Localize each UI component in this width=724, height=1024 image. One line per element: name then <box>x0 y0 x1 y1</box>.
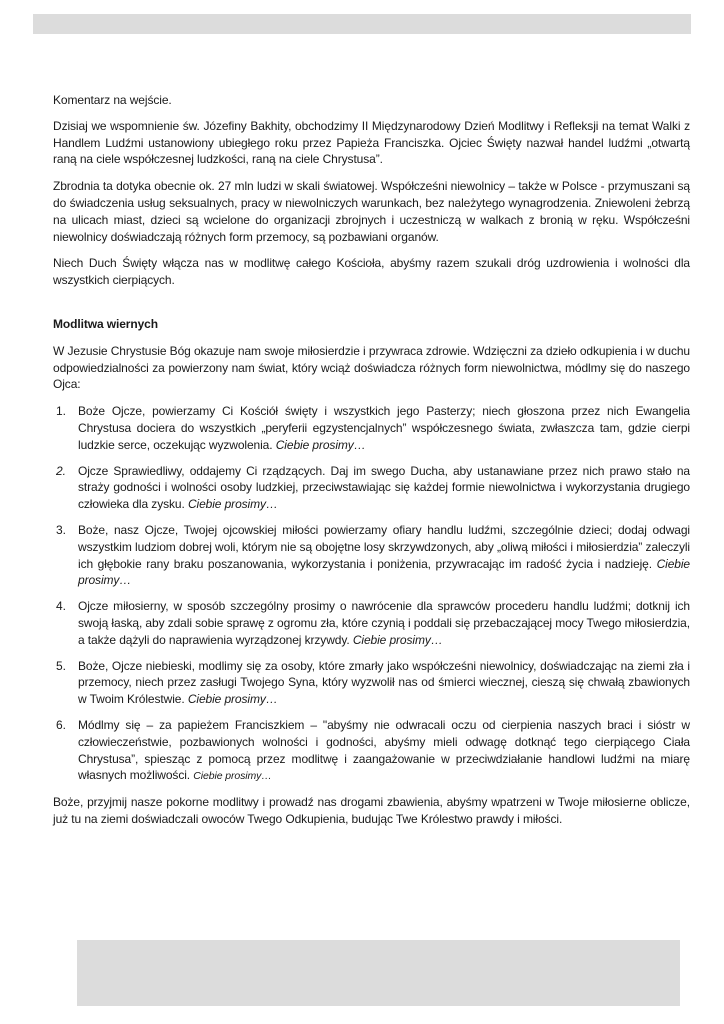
intention-number: 1. <box>56 404 66 419</box>
intention-text: Boże, nasz Ojcze, Twojej ojcowskiej miłości powierzamy ofiary handlu ludźmi, szczególnie dzieci; dodaj odwagi wszystkim ludziom dobrej woli, którym nie są obojętne losy skrzywdzonych, aby „oliwą miłości i miłosierdzia” zaleczyli ich głębokie rany braku poszanowania, wykorzystania i poniżenia, przywracając im radość życia i nadzieję. <box>78 522 690 571</box>
intention-text: Ojcze Sprawiedliwy, oddajemy Ci rządzących. Daj im swego Ducha, aby ustanawiane przez nich prawo stało na straży godności i wolności osoby ludzkiej, przeciwstawiając się każdej formie niewolnictwa i wykorzystania drugiego człowieka dla zysku. <box>78 463 690 512</box>
intention-number: 4. <box>56 599 66 614</box>
intention-response: Ciebie prosimy… <box>187 497 278 512</box>
intention-item <box>53 658 690 708</box>
intention-text: Boże Ojcze, powierzamy Ci Kościół święty i wszystkich jego Pasterzy; niech głoszona przez nich Ewangelia Chrystusa dociera do wszystkich „peryferii egzystencjalnych” współczesnego świata, zwłaszcza tam, gdzie cierpi ludzkie serce, oczekując wyzwolenia. <box>78 404 690 452</box>
intention-response: Ciebie prosimy… <box>275 437 366 452</box>
prayer-conclusion: Boże, przyjmij nasze pokorne modlitwy i prowadź nas drogami zbawienia, abyśmy wpatrzeni w Twoje miłosierne oblicze, już tu na ziemi doświadczali owoców Twego Odkupienia, budując Twe Królestwo prawdy i miłości. <box>53 795 690 826</box>
intention-text: Módlmy się – za papieżem Franciszkiem – "abyśmy nie odwracali oczu od cierpienia naszych braci i sióstr w człowieczeństwie, pozbawionych wolności i godności, abyśmy mieli odwagę dotknąć tego cierpiącego Ciała Chrystusa”, spiesząc z pomocą przez modlitwę i zaangażowanie w przeciwdziałanie handlowi ludźmi na miarę własnych możliwości. <box>78 717 690 783</box>
intention-text: Ojcze miłosierny, w sposób szczególny prosimy o nawrócenie dla sprawców procederu handlu ludźmi; dotknij ich swoją łaską, aby zdali sobie sprawę z ogromu zła, które czynią i poddali się przebaczającej mocy Twego miłosierdzia, a także dążyli do naprawienia wyrządzonej krzywdy. <box>78 599 690 647</box>
document-body <box>53 92 690 838</box>
intention-item <box>53 598 690 648</box>
intention-item <box>53 463 690 513</box>
intention-text: Boże, Ojcze niebieski, modlimy się za osoby, które zmarły jako współcześni niewolnicy, doświadczając na ziemi zła i przemocy, niech przez zasługi Twojego Syna, który wyzwolił nas od śmierci wiecznej, cieszą się chwałą zbawionych w Twoim Królestwie. <box>78 658 690 707</box>
intention-item <box>53 522 690 589</box>
intention-response: Ciebie prosimy… <box>187 692 278 707</box>
intention-response: Ciebie prosimy… <box>193 770 272 783</box>
intention-number: 6. <box>56 717 66 732</box>
intro-label: Komentarz na wejście. <box>53 93 172 107</box>
page-header-bar <box>33 14 691 34</box>
intention-number: 3. <box>56 522 66 537</box>
intentions-list <box>53 403 690 785</box>
intro-paragraph-3: Niech Duch Święty włącza nas w modlitwę całego Kościoła, abyśmy razem szukali dróg uzdrowienia i wolności dla wszystkich cierpiących. <box>53 256 690 288</box>
intro-paragraph-2: Zbrodnia ta dotyka obecnie ok. 27 mln ludzi w skali światowej. Współcześni niewolnicy – także w Polsce - przymuszani są do świadczenia usług seksualnych, pracy w niewolniczych warunkach, bez należytego wynagrodzenia. Zniewoleni żebrzą na ulicach miast, dzieci są wcielone do organizacji zbrojnych i uczestniczą w walkach z bronią w ręku. Współcześni niewolnicy doświadczają różnych form przemocy, są pozbawiani organów. <box>53 179 690 244</box>
intention-item <box>53 717 690 785</box>
prayer-introduction: W Jezusie Chrystusie Bóg okazuje nam swoje miłosierdzie i przywraca zdrowie. Wdzięczni za dzieło odkupienia i w duchu odpowiedzialności za powierzony nam świat, który wciąż doświadcza różnych form niewolnictwa, módlmy się do naszego Ojca: <box>53 343 690 392</box>
intention-number: 5. <box>56 658 66 673</box>
intention-response: Ciebie prosimy… <box>78 556 690 588</box>
intention-number: 2. <box>56 463 66 478</box>
prayer-heading: Modlitwa wiernych <box>53 316 158 331</box>
intention-response: Ciebie prosimy… <box>352 632 443 647</box>
intention-item <box>53 403 690 453</box>
page-footer-bar <box>77 940 680 1006</box>
intro-paragraph-1: Dzisiaj we wspomnienie św. Józefiny Bakhity, obchodzimy II Międzynarodowy Dzień Modlitwy i Refleksji na temat Walki z Handlem Ludźmi ustanowiony ubiegłego roku przez Papieża Franciszka. Ojciec Święty nazwał handel ludźmi „otwartą raną na ciele współczesnej ludzkości, raną na ciele Chrystusa”. <box>53 118 690 167</box>
